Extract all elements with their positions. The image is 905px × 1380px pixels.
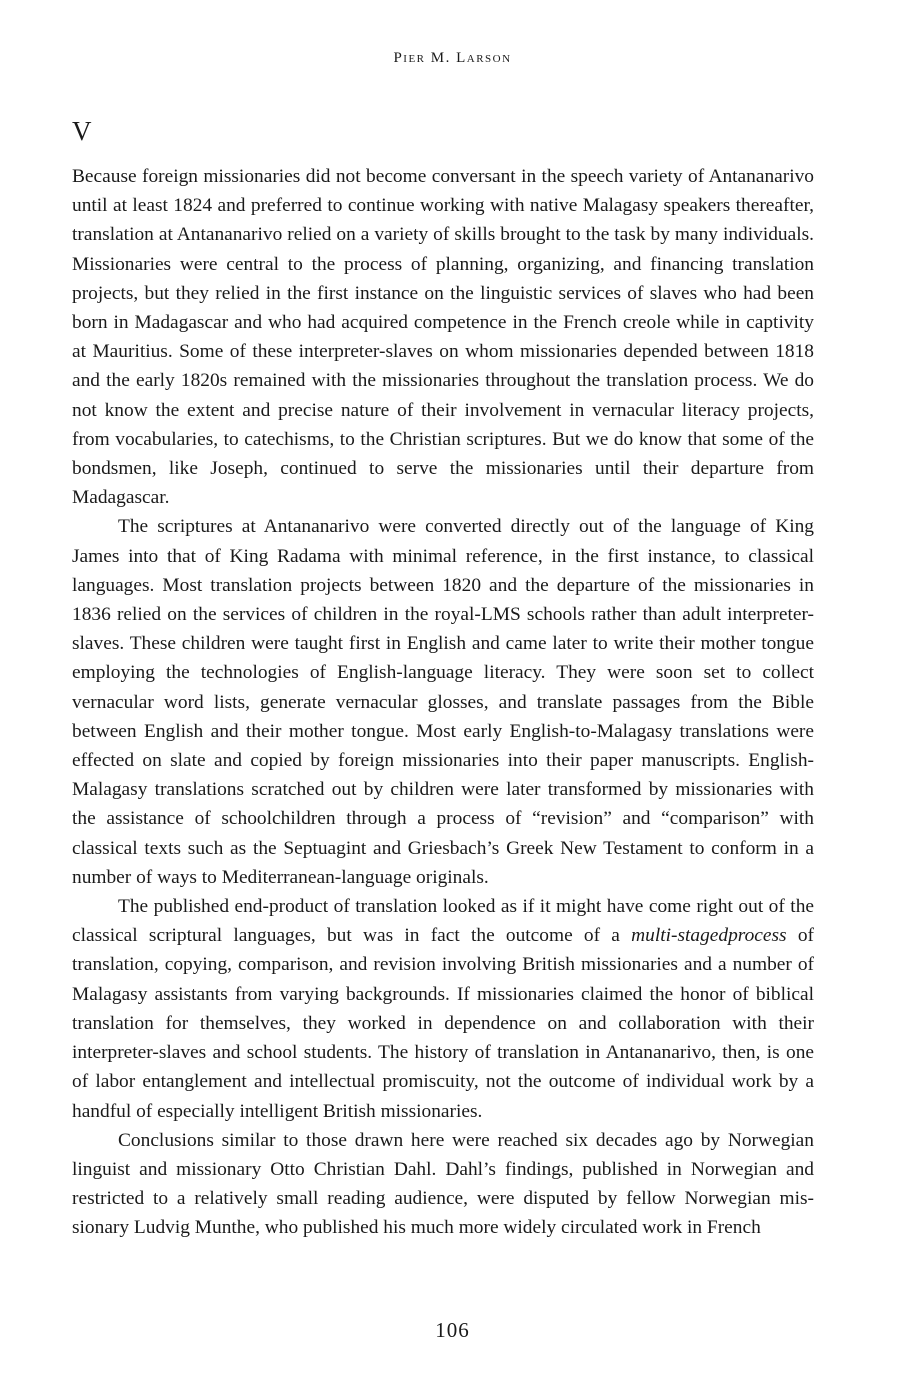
paragraph-3-before: The published end-product of translation looked as if it might have come right out of the classical scriptural languages, but was in fact the outcome of a xyxy=(72,896,814,947)
paragraph-3-emphasis: multi-stagedprocess xyxy=(631,925,787,947)
paragraph-1: Because foreign missionaries did not become conversant in the speech variety of Antananarivo until at least 1824 and preferred to continue working with native Malagasy speakers thereafter, translation at Antananarivo relied on a variety of skills brought to the task by many individuals. Missionaries were central to the process of planning, organizing, and financing translation projects, but they relied in the first instance on the linguistic services of slaves who had been born in Madagascar and who had acquired competence in the French creole while in captivity at Mauritius. Some of these interpreter-slaves on whom missionaries depended between 1818 and the early 1820s remained with the missionaries throughout the translation process. We do not know the extent and precise nature of their involvement in vernacular literacy projects, from vocabularies, to catechisms, to the Christian scriptures. But we do know that some of the bondsmen, like Joseph, continued to serve the missionaries until their departure from Madagascar. xyxy=(72,166,814,509)
running-head: Pier M. Larson xyxy=(393,50,512,66)
paragraph-3-after: of translation, copying, comparison, and revision involving British missionaries and a number of Malagasy assistants from varying backgrounds. If missionaries claimed the honor of biblical translation for themselves, they worked in dependence on and collaboration with their interpreter-slaves and school students. The history of translation in Antananarivo, then, is one of labor entanglement and intellectual promiscuity, not the outcome of individual work by a handful of especially intelligent British missionaries. xyxy=(72,925,814,1122)
page-number: 106 xyxy=(435,1318,470,1342)
paragraph-4: Conclusions similar to those drawn here were reached six decades ago by Norwegian linguist and missionary Otto Christian Dahl. Dahl’s findings, published in Norwegian and restricted to a relatively small reading audience, were disputed by fellow Norwegian missionary Ludvig Munthe, who published his much more widely circulated work in French xyxy=(72,1129,814,1239)
body-text xyxy=(72,162,814,1243)
section-number: V xyxy=(72,116,92,146)
paragraph-2: The scriptures at Antananarivo were converted directly out of the language of King James into that of King Radama with minimal reference, in the first instance, to classical languages. Most translation projects between 1820 and the departure of the missionaries in 1836 relied on the services of children in the royal-LMS schools rather than adult interpreter-slaves. These children were taught first in English and came later to write their mother tongue employing the technologies of English-language literacy. They were soon set to collect vernacular word lists, generate vernacular glosses, and translate passages from the Bible between English and their mother tongue. Most early English-to-Malagasy translations were effected on slate and copied by foreign missionaries into their paper manuscripts. English-Malagasy translations scratched out by children were later transformed by missionaries with the assistance of schoolchildren through a process of “revision” and “comparison” with classical texts such as the Septuagint and Griesbach’s Greek New Testament to conform in a number of ways to Mediterranean-language originals. xyxy=(72,516,814,888)
paragraph-3 xyxy=(72,892,814,1126)
